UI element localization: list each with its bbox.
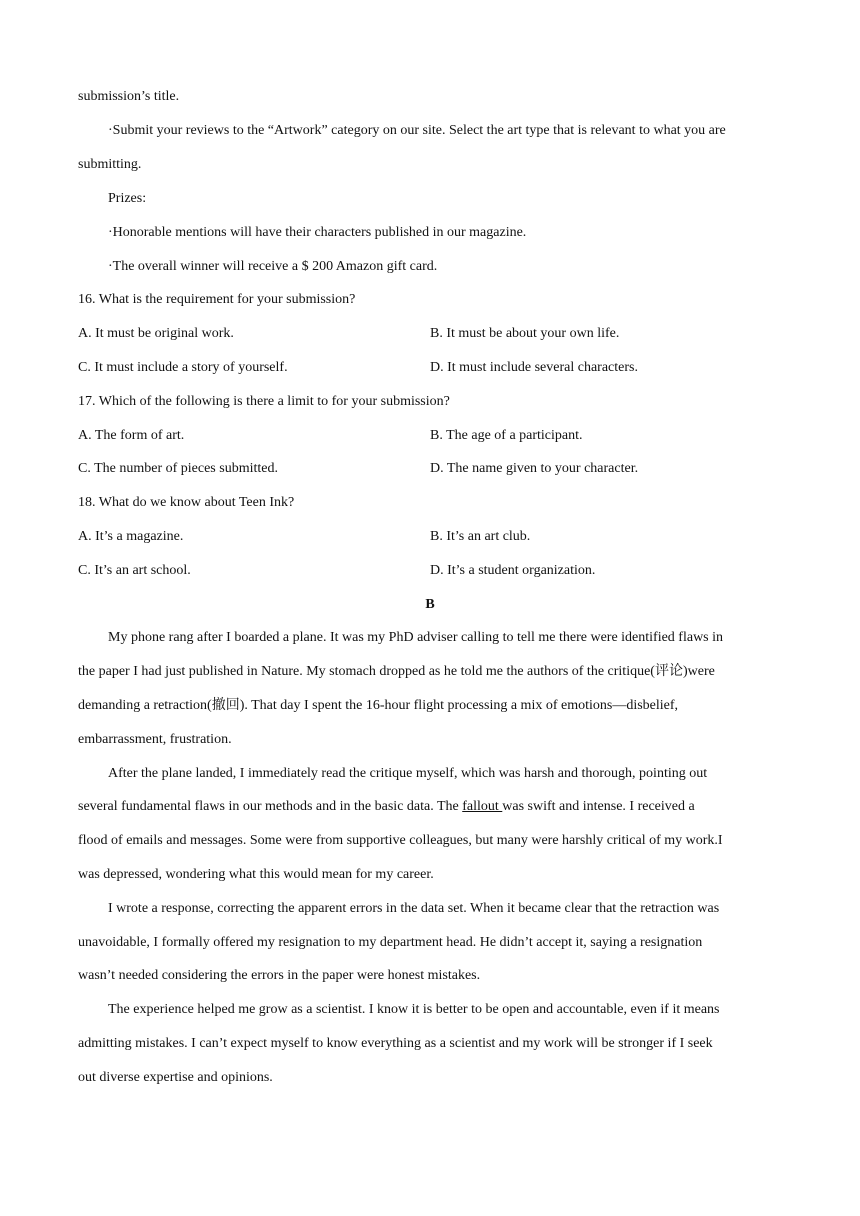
option-b: B. It must be about your own life.	[430, 326, 620, 341]
option-a: A. It must be original work.	[78, 326, 234, 341]
paragraph-line: unavoidable, I formally offered my resignation to my department head. He didn’t accept it, saying a resignation	[78, 935, 703, 950]
question-stem: 18. What do we know about Teen Ink?	[78, 495, 295, 510]
passage-a-line: submission’s title.	[78, 89, 180, 104]
paragraph-line: My phone rang after I boarded a plane. It was my PhD adviser calling to tell me there were identified flaws in	[108, 630, 724, 645]
paragraph-line: wasn’t needed considering the errors in the paper were honest mistakes.	[78, 968, 481, 983]
paragraph-text: several fundamental flaws in our methods and in the basic data. The	[78, 799, 463, 814]
paragraph-text: was swift and intense. I received a	[502, 799, 695, 814]
paragraph-line: The experience helped me grow as a scientist. I know it is better to be open and accountable, even if it means	[108, 1002, 720, 1017]
option-c: C. It’s an art school.	[78, 563, 191, 578]
question-stem: 17. Which of the following is there a limit to for your submission?	[78, 394, 450, 409]
section-heading: B	[425, 597, 435, 612]
option-c: C. It must include a story of yourself.	[78, 360, 288, 375]
paragraph-line: flood of emails and messages. Some were from supportive colleagues, but many were harshly critical of my work.I	[78, 833, 723, 848]
option-d: D. It must include several characters.	[430, 360, 638, 375]
paragraph-line: was depressed, wondering what this would mean for my career.	[78, 867, 434, 882]
question-stem: 16. What is the requirement for your submission?	[78, 292, 356, 307]
option-a: A. The form of art.	[78, 428, 185, 443]
prize-item: ·Honorable mentions will have their characters published in our magazine.	[108, 225, 527, 240]
option-b: B. It’s an art club.	[430, 529, 531, 544]
prizes-label: Prizes:	[108, 191, 147, 206]
passage-a-line: submitting.	[78, 157, 142, 172]
paragraph-line: demanding a retraction(撤回). That day I spent the 16-hour flight processing a mix of emotions—disbelief,	[78, 698, 679, 713]
paragraph-line	[78, 798, 695, 816]
paragraph-line: After the plane landed, I immediately read the critique myself, which was harsh and thorough, pointing out	[108, 766, 708, 781]
underlined-word: fallout	[462, 799, 503, 814]
prize-item: ·The overall winner will receive a $ 200 Amazon gift card.	[108, 259, 438, 274]
paragraph-line: the paper I had just published in Nature. My stomach dropped as he told me the authors of the critique(评论)were	[78, 664, 715, 679]
option-c: C. The number of pieces submitted.	[78, 461, 278, 476]
option-d: D. It’s a student organization.	[430, 563, 596, 578]
paragraph-line: I wrote a response, correcting the apparent errors in the data set. When it became clear that the retraction was	[108, 901, 720, 916]
option-a: A. It’s a magazine.	[78, 529, 184, 544]
option-b: B. The age of a participant.	[430, 428, 583, 443]
paragraph-line: admitting mistakes. I can’t expect myself to know everything as a scientist and my work will be stronger if I seek	[78, 1036, 713, 1051]
passage-a-bullet: ·Submit your reviews to the “Artwork” category on our site. Select the art type that is relevant to what you are	[108, 123, 726, 138]
option-d: D. The name given to your character.	[430, 461, 639, 476]
paragraph-line: embarrassment, frustration.	[78, 732, 232, 747]
paragraph-line: out diverse expertise and opinions.	[78, 1070, 273, 1085]
